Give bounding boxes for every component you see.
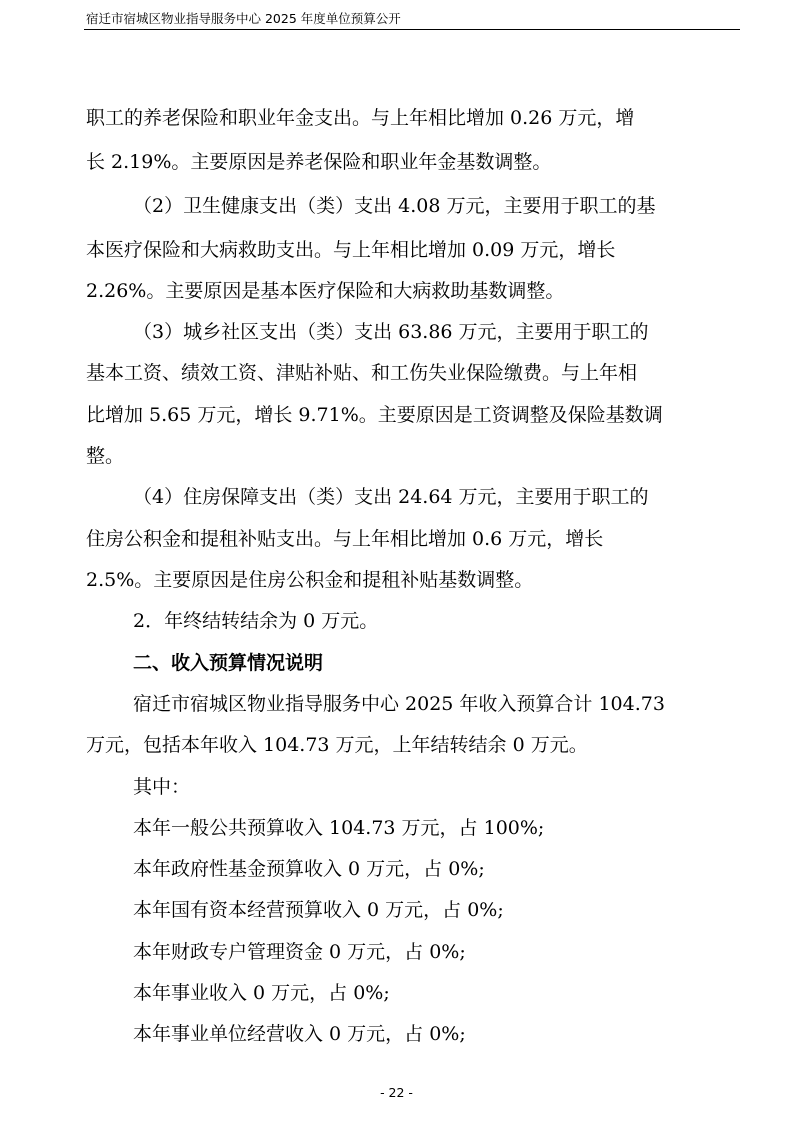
paragraph-line: 比增加 5.65 万元，增长 9.71%。主要原因是工资调整及保险基数调 xyxy=(86,404,663,426)
paragraph-line: 基本工资、绩效工资、津贴补贴、和工伤失业保险缴费。与上年相 xyxy=(86,362,638,384)
paragraph-line: （3）城乡社区支出（类）支出 63.86 万元，主要用于职工的 xyxy=(133,321,649,343)
income-item: 本年事业单位经营收入 0 万元，占 0%; xyxy=(133,1023,466,1045)
income-item: 本年财政专户管理资金 0 万元，占 0%; xyxy=(133,941,466,963)
income-item: 本年事业收入 0 万元，占 0%; xyxy=(133,982,390,1004)
page-number: - 22 - xyxy=(380,1085,413,1100)
paragraph-line: 万元，包括本年收入 104.73 万元，上年结转结余 0 万元。 xyxy=(86,734,588,756)
paragraph-line: 2.26%。主要原因是基本医疗保险和大病救助基数调整。 xyxy=(86,280,565,302)
paragraph-line: （2）卫生健康支出（类）支出 4.08 万元，主要用于职工的基 xyxy=(133,195,656,217)
paragraph-line: 长 2.19%。主要原因是养老保险和职业年金基数调整。 xyxy=(86,151,552,173)
income-item: 本年国有资本经营预算收入 0 万元，占 0%; xyxy=(133,899,504,921)
header-divider xyxy=(84,29,740,30)
income-item: 本年政府性基金预算收入 0 万元，占 0%; xyxy=(133,858,485,880)
paragraph-line: 2.5%。主要原因是住房公积金和提租补贴基数调整。 xyxy=(86,569,534,591)
paragraph-line: 其中： xyxy=(133,776,191,798)
paragraph-line: 住房公积金和提租补贴支出。与上年相比增加 0.6 万元，增长 xyxy=(86,528,604,550)
page-header-title: 宿迁市宿城区物业指导服务中心 2025 年度单位预算公开 xyxy=(86,11,401,26)
income-item: 本年一般公共预算收入 104.73 万元，占 100%; xyxy=(133,817,545,839)
section-heading: 二、收入预算情况说明 xyxy=(133,652,324,674)
paragraph-line: 本医疗保险和大病救助支出。与上年相比增加 0.09 万元，增长 xyxy=(86,239,616,261)
paragraph-line: 宿迁市宿城区物业指导服务中心 2025 年收入预算合计 104.73 xyxy=(133,693,665,715)
paragraph-line: 整。 xyxy=(86,445,125,467)
paragraph-line: 2．年终结转结余为 0 万元。 xyxy=(133,610,379,632)
paragraph-line: （4）住房保障支出（类）支出 24.64 万元，主要用于职工的 xyxy=(133,486,649,508)
paragraph-line: 职工的养老保险和职业年金支出。与上年相比增加 0.26 万元，增 xyxy=(86,107,635,129)
